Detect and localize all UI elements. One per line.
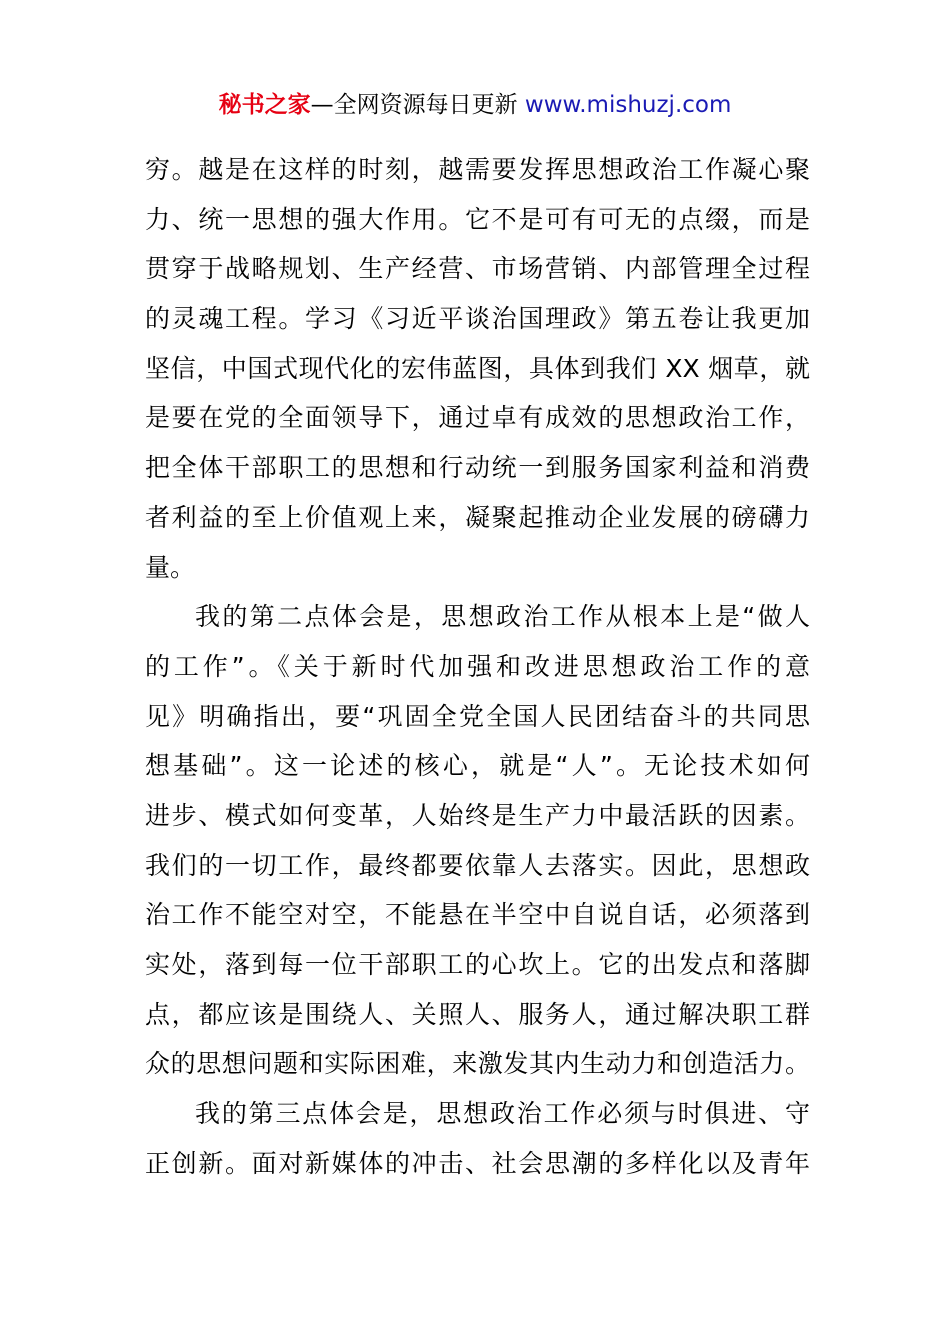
text-line: 把全体干部职工的思想和行动统一到服务国家利益和消费	[145, 453, 810, 483]
text-line: 点，都应该是围绕人、关照人、服务人，通过解决职工群	[145, 999, 810, 1029]
text-line: 众的思想问题和实际困难，来激发其内生动力和创造活力。	[145, 1049, 810, 1079]
text-line: 者利益的至上价值观上来，凝聚起推动企业发展的磅礴力	[145, 502, 810, 532]
text-line: 正创新。面对新媒体的冲击、社会思潮的多样化以及青年	[145, 1148, 810, 1178]
text-line: 实处，落到每一位干部职工的心坎上。它的出发点和落脚	[145, 950, 810, 979]
text-line: 量。	[145, 552, 196, 582]
text-line: 穷。越是在这样的时刻，越需要发挥思想政治工作凝心聚	[145, 155, 810, 184]
text-line: 的工作”。《关于新时代加强和改进思想政治工作的意	[145, 651, 810, 681]
text-line: 力、统一思想的强大作用。它不是可有可无的点缀，而是	[145, 204, 810, 234]
text-line: 坚信，中国式现代化的宏伟蓝图，具体到我们 XX 烟草，就	[145, 353, 810, 383]
page-header	[0, 88, 950, 122]
text-line: 想基础”。这一论述的核心，就是“人”。无论技术如何	[145, 751, 810, 781]
text-line: 是要在党的全面领导下，通过卓有成效的思想政治工作，	[145, 403, 810, 433]
site-tagline: —全网资源每日更新	[310, 92, 518, 118]
site-url-link[interactable]: www.mishuzj.com	[524, 92, 732, 118]
text-line: 我的第二点体会是，思想政治工作从根本上是“做人	[195, 602, 810, 632]
text-line: 进步、模式如何变革，人始终是生产力中最活跃的因素。	[145, 800, 810, 830]
text-line: 贯穿于战略规划、生产经营、市场营销、内部管理全过程	[145, 254, 810, 284]
document-body	[145, 145, 810, 1188]
text-line: 我的第三点体会是，思想政治工作必须与时俱进、守	[195, 1099, 810, 1129]
text-line: 我们的一切工作，最终都要依靠人去落实。因此，思想政	[145, 850, 810, 880]
text-line: 见》明确指出，要“巩固全党全国人民团结奋斗的共同思	[145, 701, 810, 731]
text-line: 的灵魂工程。学习《习近平谈治国理政》第五卷让我更加	[145, 304, 810, 334]
site-brand: 秘书之家	[218, 92, 311, 118]
text-line: 治工作不能空对空，不能悬在半空中自说自话，必须落到	[145, 900, 810, 930]
